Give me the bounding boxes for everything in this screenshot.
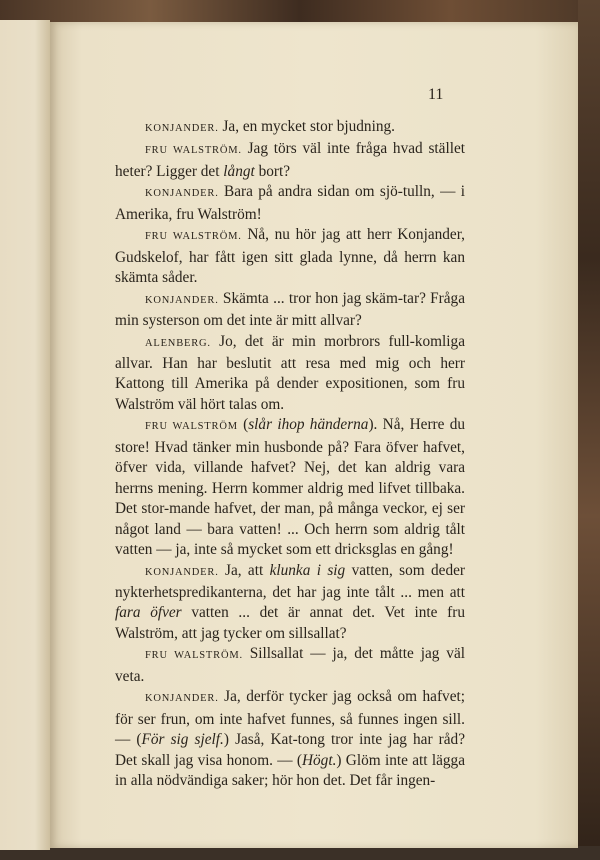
stage-direction: slår ihop händerna <box>248 416 369 434</box>
speaker-name: KONJANDER. <box>145 188 219 200</box>
speaker-name: FRU WALSTRÖM. <box>145 231 242 243</box>
dialogue-paragraph <box>115 139 465 182</box>
stage-direction: För sig sjelf. <box>141 731 224 749</box>
stage-direction: fara öfver <box>115 604 182 622</box>
speaker-name: FRU WALSTRÖM. <box>145 650 243 662</box>
dialogue-text: Nå, nu hör jag att herr Konjander, Gudskelof, har fått igen sitt glada lynne, då herrn kan skämta såder. <box>115 226 466 287</box>
stage-direction: Högt. <box>301 751 337 769</box>
dialogue-text: ). Nå, Herre du store! Hvad tänker min husbonde på? Fara öfver hafvet, öfver vida, villande hafvet? Nej, det kan aldrig vara herrns mening. Herrn kommer aldrig med lifvet tillbaka. Det stor-mande hafvet, der man, på många veckor, ej ser något land — bara vatten! ... Och herrn som aldrig tålt vatten — ja, inte så mycket som ett dricksglas en gång! <box>115 416 466 559</box>
dialogue-paragraph <box>115 289 465 332</box>
dialogue-paragraph <box>115 644 465 687</box>
facing-page-edge <box>0 20 50 850</box>
dialogue-text: vatten, som deder nykterhetspredikanterna, det har jag inte tålt ... men att <box>115 561 465 601</box>
stage-direction: långt <box>223 162 255 180</box>
page-number: 11 <box>428 86 444 103</box>
speaker-name: FRU WALSTRÖM <box>145 421 238 433</box>
dialogue-paragraph <box>115 117 465 139</box>
dialogue-paragraph <box>115 561 465 645</box>
dialogue-text: Jo, det är min morbrors full-komliga allvar. Han har beslutit att resa med mig och herr Kattong till Amerika på dender expositionen, som fru Walström väl hört talas om. <box>115 332 465 413</box>
dialogue-paragraph <box>115 415 465 560</box>
dialogue-paragraph <box>115 182 465 225</box>
dialogue-text: Skämta ... tror hon jag skäm-tar? Fråga min systerson om det inte är mitt allvar? <box>115 289 465 330</box>
book-cover-bottom-edge <box>0 846 600 860</box>
book-cover-top-edge <box>0 0 600 22</box>
stage-direction: klunka i sig <box>269 561 346 579</box>
dialogue-text: Bara på andra sidan om sjö-tulln, — i Amerika, fru Walström! <box>115 183 465 223</box>
dialogue-paragraph <box>115 687 465 791</box>
dialogue-text: ) Glöm inte att lägga in alla nödvändiga saker; hör hon det. Det får ingen- <box>115 751 465 790</box>
dialogue-text: Ja, att <box>218 561 270 579</box>
speaker-name: KONJANDER. <box>145 294 219 306</box>
speaker-name: KONJANDER. <box>145 566 219 578</box>
dialogue-text: bort? <box>254 162 291 180</box>
dialogue-text: Sillsallat — ja, det måtte jag väl veta. <box>115 645 465 685</box>
dialogue-text: Ja, derför tycker jag också om hafvet; för ser frun, om inte hafvet funnes, så funnes ingen sill. — ( <box>115 688 465 749</box>
dialogue-text: ( <box>237 416 249 434</box>
speaker-name: KONJANDER. <box>145 123 219 134</box>
speaker-name: ALENBERG. <box>145 337 211 349</box>
dialogue-text: ) Jaså, Kat-tong tror inte jag har råd? Det skall jag visa honom. — ( <box>115 731 465 769</box>
dialogue-text: Ja, en mycket stor bjudning. <box>218 118 395 135</box>
speaker-name: KONJANDER. <box>145 693 219 705</box>
dialogue-text: Jag törs väl inte fråga hvad stället heter? Ligger det <box>115 140 465 180</box>
dialogue-text: vatten ... det är annat det. Vet inte fru Walström, att jag tycker om sillsallat? <box>115 604 465 642</box>
page-text <box>115 117 465 792</box>
dialogue-paragraph <box>115 225 465 288</box>
dialogue-paragraph <box>115 332 465 416</box>
book-cover-right-edge <box>578 0 600 860</box>
speaker-name: FRU WALSTRÖM. <box>145 145 242 157</box>
